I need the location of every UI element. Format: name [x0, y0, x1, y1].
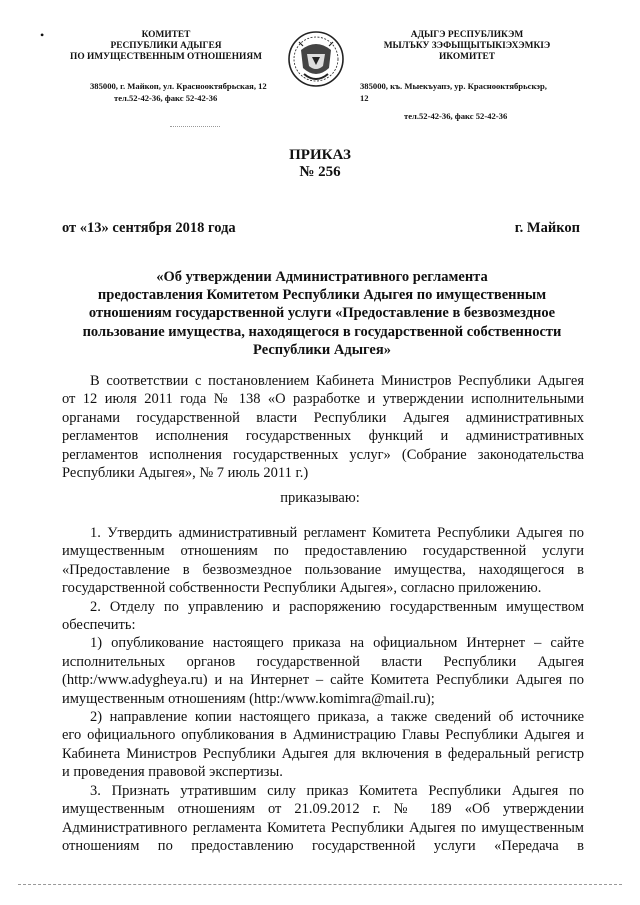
- document-title: ПРИКАЗ: [289, 147, 351, 163]
- header-left-org: [62, 30, 270, 63]
- body-line: и проведения правовой экспертизы.: [62, 764, 283, 781]
- document-subject: [62, 268, 582, 359]
- body-line: от 12 июля 2011 года № 138 «О разработке и утверждении исполнительными: [62, 391, 584, 408]
- body-line: В соответствии с постановлением Кабинета Министров Республики Адыгея: [90, 373, 584, 389]
- body-line: 2. Отделу по управлению и распоряжению государственным имуществом: [90, 598, 584, 615]
- command-word: приказываю:: [280, 490, 360, 506]
- intro-paragraph: [62, 372, 584, 482]
- subject-line: предоставления Комитетом Республики Адыгея по имущественным: [97, 287, 547, 304]
- subject-line: «Об утверждении Административного регламента: [156, 269, 488, 285]
- body-line: Административного регламента Комитета Республики Адыгея по имущественным: [62, 819, 584, 836]
- body-line: «Предоставление в безвозмездное пользование имущества, находящегося в: [62, 561, 584, 578]
- document-city: г. Майкоп: [514, 220, 580, 236]
- body-line: имущественным отношениям от 21.09.2012 г. № 189 «Об утверждении: [62, 801, 584, 818]
- header-left-line: ПО ИМУЩЕСТВЕННЫМ ОТНОШЕНИЯМ: [70, 52, 262, 62]
- document-date: от «13» сентября 2018 года: [62, 220, 236, 236]
- page-edge-line: [18, 884, 622, 885]
- header-right-line: АДЫГЭ РЕСПУБЛИКЭМ: [410, 30, 524, 40]
- header-right-line: МЫЛЪКУ ЗЭФЫЩЫТЫКIЭХЭМКIЭ: [383, 41, 551, 51]
- order-items: [62, 524, 584, 855]
- body-line: государственной собственности Республики Адыгея», согласно приложению.: [62, 580, 542, 597]
- body-line: Республики Адыгея», № 7 июль 2011 г.): [62, 465, 309, 482]
- corner-mark: •: [40, 28, 45, 42]
- body-line: Кабинета Министров Республики Адыгея для включения в федеральный регистр: [62, 745, 584, 762]
- address-line: тел.52-42-36, факс 52-42-36: [114, 93, 218, 103]
- header-right-org: [362, 30, 572, 63]
- address-line: 12: [360, 93, 369, 103]
- body-line: имущественным отношениям (http:/www.komimra@mail.ru);: [62, 690, 435, 707]
- body-line: 1) опубликование настоящего приказа на официальном Интернет – сайте: [90, 635, 584, 652]
- body-line: 3. Признать утратившим силу приказ Комитета Республики Адыгея по: [90, 782, 584, 799]
- body-line: его официального опубликования в Администрацию Главы Республики Адыгея и: [62, 727, 584, 744]
- header-right-line: ИКОМИТЕТ: [438, 52, 496, 62]
- address-line: тел.52-42-36, факс 52-42-36: [404, 111, 508, 121]
- header-left-line: РЕСПУБЛИКИ АДЫГЕЯ: [110, 41, 222, 51]
- header-right-address: [360, 80, 590, 122]
- body-line: органами государственной власти Республики Адыгея административных: [62, 409, 584, 426]
- subject-line: отношениям государственной услуги «Предоставление в безвозмездное: [88, 305, 556, 322]
- separator: [170, 126, 220, 127]
- body-line: 1. Утвердить административный регламент Комитета Республики Адыгея по: [90, 525, 584, 541]
- body-line: (http:/www.adygheya.ru) и на Интернет – сайте Комитета Республики Адыгея по: [62, 672, 584, 689]
- body-line: 2) направление копии настоящего приказа, а также сведений об источнике: [90, 709, 584, 726]
- coat-of-arms-emblem-icon: [287, 28, 345, 90]
- body-line: обеспечить:: [62, 617, 136, 634]
- header-left-address: [90, 80, 300, 104]
- body-line: имущественным отношениям по предоставлению государственной услуги: [62, 543, 584, 560]
- subject-line: пользование имущества, находящегося в государственной собственности: [82, 323, 562, 340]
- body-line: исполнительных органов государственной власти Республики Адыгея: [62, 653, 584, 670]
- subject-line: Республики Адыгея»: [253, 341, 391, 358]
- body-line: регламентов исполнения государственных услуг» (Собрание законодательства: [62, 446, 584, 463]
- address-line: 385000, къ. Мыекъуапэ, ур. Краснооктябрьскэр,: [360, 81, 547, 91]
- document-number: № 256: [299, 164, 341, 180]
- header-left-line: КОМИТЕТ: [141, 30, 191, 40]
- body-line: отношениям по предоставлению государственной услуги «Передача в: [62, 837, 584, 854]
- body-line: регламентов исполнения государственных функций и административных: [62, 428, 584, 445]
- address-line: 385000, г. Майкоп, ул. Краснооктябрьская, 12: [90, 81, 267, 91]
